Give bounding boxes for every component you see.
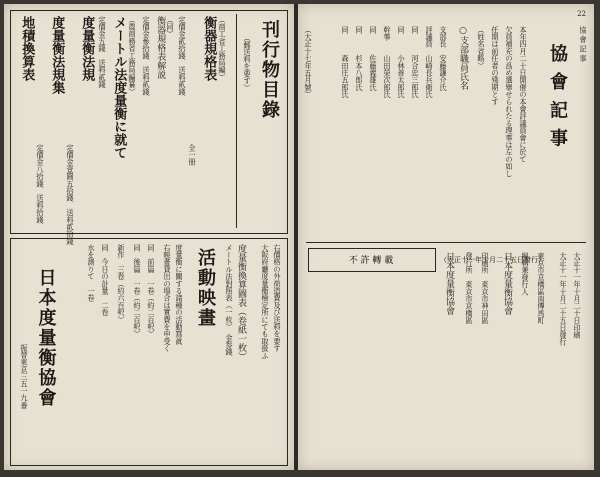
film-line-3: 度量衡に關する諸種の活動寫眞 bbox=[175, 244, 184, 345]
page-number: 22 bbox=[577, 10, 586, 18]
intro-line-2: 欠員補充の爲め選擧せられたる理事は左の如し bbox=[505, 26, 514, 178]
catalog-item-3-title: メートル法度量衡に就て bbox=[111, 16, 127, 159]
film-line-9: 水を測りて 一卷 bbox=[87, 244, 96, 302]
catalog-item-5-title: 度量衡法規集 bbox=[49, 16, 65, 94]
film-line-5: 同 前篇 一卷（約二百呎） bbox=[147, 244, 156, 338]
member-col-3: 同 河合忠三郎氏 bbox=[411, 26, 420, 98]
bottom-col-8: 日本度量衡協會 bbox=[444, 252, 454, 315]
publisher-address: 振替東京三五一九番 bbox=[20, 344, 29, 409]
section-title: 協 會 記 事 bbox=[547, 44, 568, 149]
publisher-name: 日本度量衡協會 bbox=[35, 268, 57, 408]
running-head: 協 會 記 事 bbox=[579, 26, 588, 62]
catalog-item-1-pub: （商工省工務局編） bbox=[218, 16, 227, 81]
intro-line-3: 任期は前任者の殘期とす bbox=[491, 26, 500, 106]
film-title: 活動映畫 bbox=[195, 248, 216, 328]
right-page bbox=[298, 4, 594, 470]
catalog-item-4-price: 定價金壹圓五拾錢 送料貳拾錢 bbox=[66, 144, 75, 245]
bottom-col-4: 編輯兼發行人 bbox=[521, 252, 530, 296]
bottom-col-7: 發行所 東京市京橋區 bbox=[465, 252, 474, 324]
catalog-item-1-title: 衡器規格表 bbox=[201, 16, 217, 81]
member-col-8: 同 森田庄五郎氏 bbox=[341, 26, 350, 98]
order-note: 大阪府廳度量衡檢定所にても取扱ふ bbox=[261, 244, 270, 360]
catalog-note: （郵送料を要す） bbox=[243, 34, 252, 92]
film-line-8: 同 今日の計量 二卷 bbox=[101, 244, 110, 316]
member-col-1: 支部長 安藤謙介氏 bbox=[439, 26, 448, 91]
film-line-1: 度量衡換算圖表（卷紙一枚） bbox=[236, 244, 246, 361]
catalog-item-7-title: 地積換算表 bbox=[19, 16, 35, 81]
member-col-6: 同 佐藤義雄氏 bbox=[369, 26, 378, 91]
bottom-col-2: 大正十一年十月二十五日發行 bbox=[559, 252, 568, 346]
journal-header: （大正十七年五月號） bbox=[304, 26, 313, 98]
catalog-item-3-pub: （農商務省工務局編纂） bbox=[128, 16, 137, 96]
member-col-7: 同 杉本八郎氏 bbox=[355, 26, 364, 91]
branch-heading: ○支部職員氏名 bbox=[458, 26, 468, 90]
film-line-7: 新作 三卷（約六百呎） bbox=[117, 244, 126, 324]
catalog-item-2-pub: （同） bbox=[166, 16, 175, 38]
intro-line-1: 本年四月二十日開催の本會評議員會に於て bbox=[519, 26, 528, 163]
bottom-col-1: 大正十一年十月二十日印刷 bbox=[573, 252, 582, 339]
intro-line-4: （姓名省略） bbox=[477, 26, 486, 70]
catalog-item-1-vol: 全一冊 bbox=[188, 144, 197, 166]
catalog-item-4-title: 度量衡法規 bbox=[79, 16, 95, 81]
catalog-item-5-price: 定價金八拾錢 送料拾錢 bbox=[36, 144, 45, 224]
bottom-col-3: 東京市京橋區南傳馬町 bbox=[537, 252, 546, 324]
bottom-col-5: 日本度量衡協會 bbox=[502, 252, 512, 315]
member-col-4: 同 小林善太郎氏 bbox=[397, 26, 406, 98]
member-col-5: 幹事 山田榮次郎氏 bbox=[383, 26, 392, 98]
catalog-item-1-price: 定價金貳拾錢 送料貳錢 bbox=[178, 16, 187, 96]
left-page bbox=[4, 4, 294, 470]
member-col-2: 評議員 山崎長兵衛氏 bbox=[425, 26, 434, 98]
film-line-6: 同 後篇 一卷（約二百呎） bbox=[133, 244, 142, 338]
film-line-2: メートル法對照表（一枚） 金参錢 bbox=[225, 244, 234, 356]
catalog-item-2-title: 衡器規格表解説 bbox=[155, 16, 166, 79]
catalog-item-3-price: 定價金五錢 送料貳錢 bbox=[98, 16, 107, 88]
bottom-col-6: 印刷所 東京市神田區 bbox=[481, 252, 490, 324]
catalog-footer: 右價格の外荷造費及び送料を要す bbox=[273, 244, 282, 352]
film-line-4: 右映畫貸出の場合は實費を申受く bbox=[163, 244, 172, 352]
catalog-item-2-price: 定價金參拾錢 送料貳錢 bbox=[142, 16, 151, 96]
notice-label: 不 許 轉 載 bbox=[348, 256, 394, 266]
notice-subline: （大正十一年十月二十五日發行） bbox=[440, 256, 545, 264]
catalog-title: 刊行物目錄 bbox=[259, 20, 280, 120]
